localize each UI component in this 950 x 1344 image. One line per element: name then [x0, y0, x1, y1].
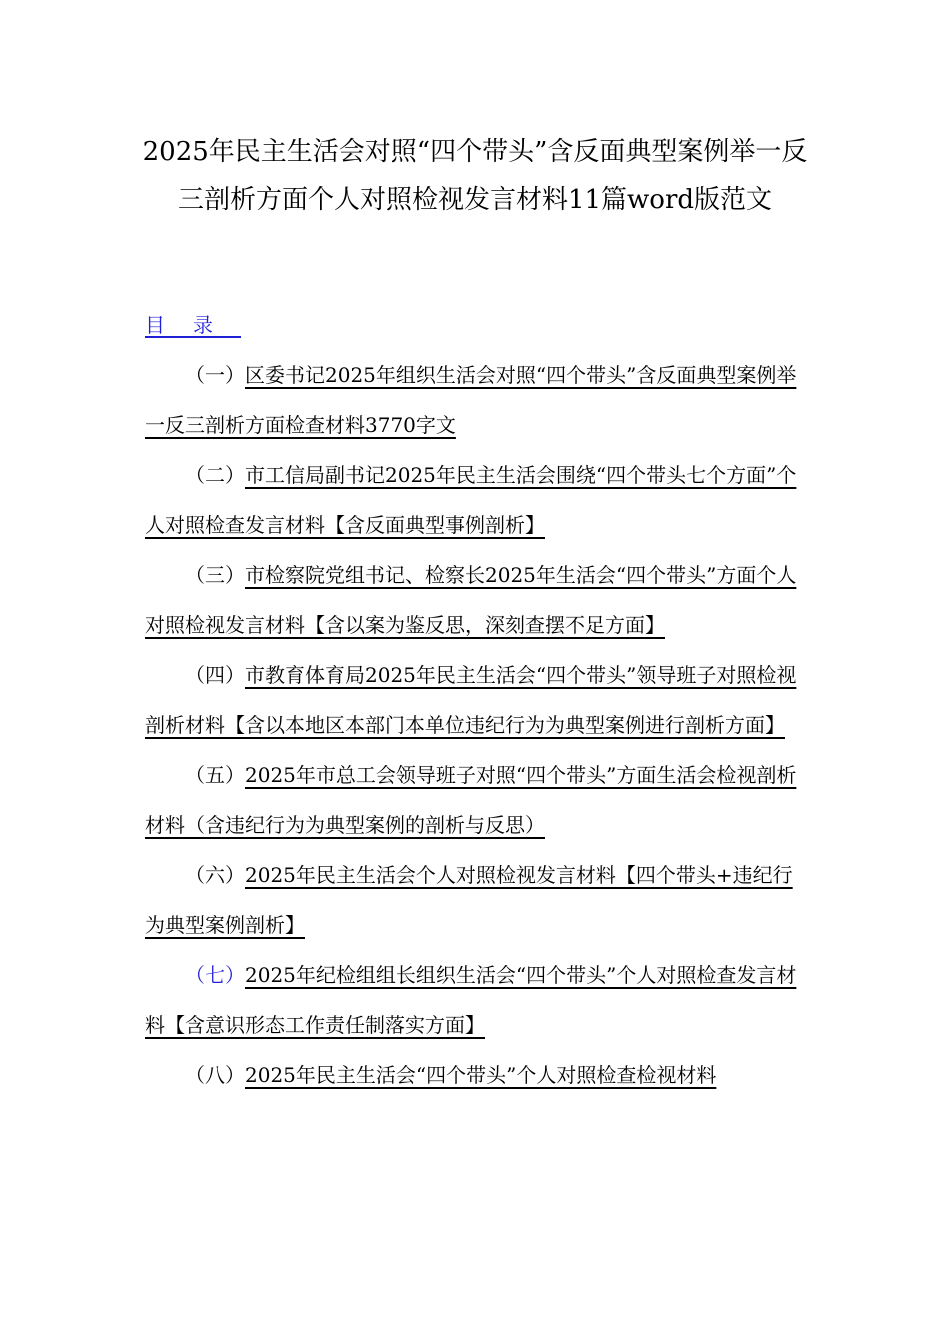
toc-item-2[interactable] — [145, 450, 800, 550]
toc-item-number: （七） — [185, 963, 245, 987]
toc-item-number: （八） — [185, 1063, 245, 1087]
toc-item-number: （二） — [185, 463, 245, 487]
toc-item-6[interactable] — [145, 850, 800, 950]
toc-item-3[interactable] — [145, 550, 800, 650]
toc-item-link[interactable]: 2025年民主生活会“四个带头”个人对照检查检视材料 — [245, 1063, 717, 1087]
toc-item-5[interactable] — [145, 750, 800, 850]
toc-item-link[interactable]: 2025年民主生活会个人对照检视发言材料【四个带头+违纪行为典型案例剖析】 — [145, 863, 793, 937]
toc-item-7[interactable] — [145, 950, 800, 1050]
toc-item-number: （六） — [185, 863, 245, 887]
toc-item-number: （三） — [185, 563, 245, 587]
toc-item-link[interactable]: 区委书记2025年组织生活会对照“四个带头”含反面典型案例举一反三剖析方面检查材料3770字文 — [145, 363, 797, 437]
document-title: 2025年民主生活会对照“四个带头”含反面典型案例举一反三剖析方面个人对照检视发言材料11篇word版范文 — [142, 137, 808, 215]
toc-item-link[interactable]: 市工信局副书记2025年民主生活会围绕“四个带头七个方面”个人对照检查发言材料【含反面典型事例剖析】 — [145, 463, 797, 537]
toc-heading-link[interactable]: 目录 — [145, 313, 241, 337]
toc-item-link[interactable]: 2025年纪检组组长组织生活会“四个带头”个人对照检查发言材料【含意识形态工作责任制落实方面】 — [145, 963, 797, 1037]
toc-item-link[interactable]: 市检察院党组书记、检察长2025年生活会“四个带头”方面个人对照检视发言材料【含以案为鉴反思，深刻查摆不足方面】 — [145, 563, 797, 637]
toc-item-number: （一） — [185, 363, 245, 387]
toc-item-link[interactable]: 2025年市总工会领导班子对照“四个带头”方面生活会检视剖析材料（含违纪行为为典型案例的剖析与反思） — [145, 763, 797, 837]
toc-item-number: （五） — [185, 763, 245, 787]
toc-item-8[interactable] — [145, 1050, 800, 1100]
toc-item-link[interactable]: 市教育体育局2025年民主生活会“四个带头”领导班子对照检视剖析材料【含以本地区本部门本单位违纪行为为典型案例进行剖析方面】 — [145, 663, 797, 737]
toc-item-number: （四） — [185, 663, 245, 687]
toc-item-1[interactable] — [145, 350, 800, 450]
toc-item-4[interactable] — [145, 650, 800, 750]
table-of-contents — [145, 350, 800, 1100]
